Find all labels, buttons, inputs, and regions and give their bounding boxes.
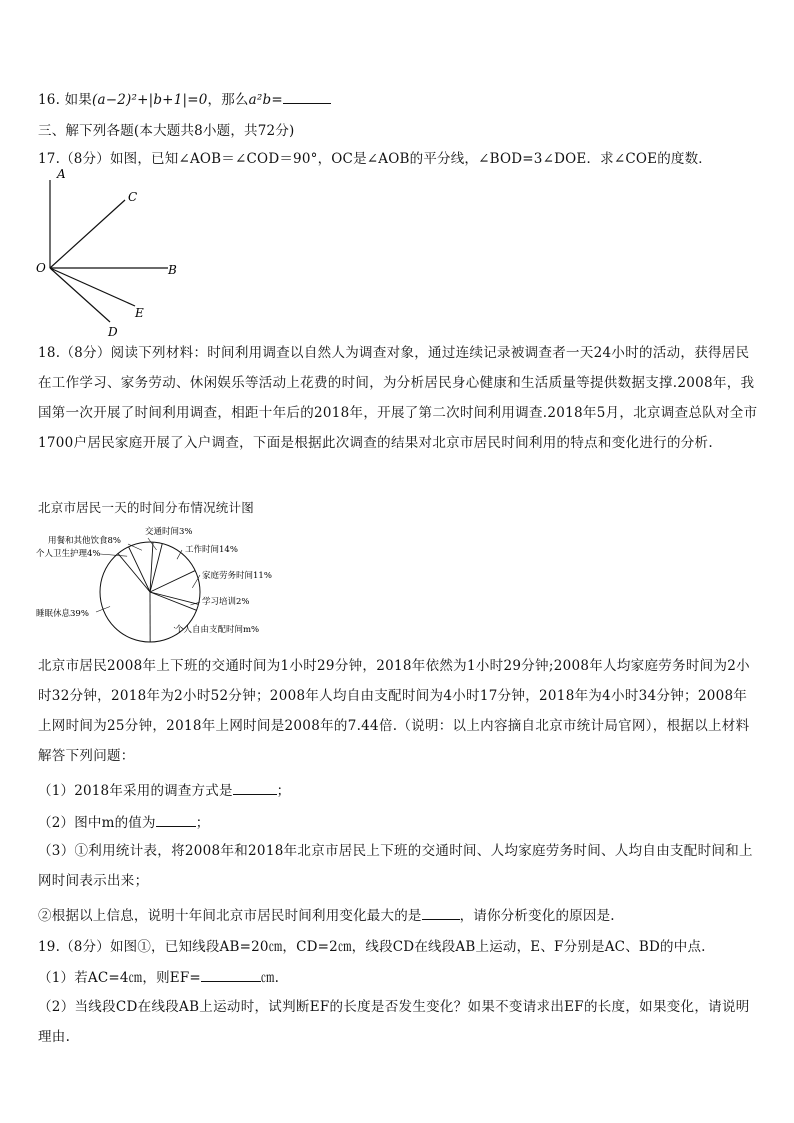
- q18-sub2: [38, 811, 209, 831]
- label-d: D: [108, 325, 118, 339]
- q18-sub2-text: （2）图中m的值为: [38, 815, 156, 831]
- q19-sub1-blank[interactable]: [201, 967, 261, 982]
- q18-sub1-end: ；: [276, 783, 291, 799]
- pie-label-6: 个人卫生护理4%: [36, 549, 101, 559]
- q16-text-mid: ，那么: [207, 92, 249, 108]
- q18-sub3b-text: ②根据以上信息，说明十年间北京市居民时间利用变化最大的是: [38, 908, 422, 924]
- label-e: E: [135, 306, 144, 320]
- pie-slice-divider: [129, 547, 150, 592]
- q16-answer-blank[interactable]: [283, 89, 331, 104]
- q18-sub3b-blank[interactable]: [422, 905, 460, 920]
- q18-sub2-end: ；: [195, 815, 210, 831]
- label-c: C: [128, 190, 138, 204]
- q18-sub2-blank[interactable]: [156, 812, 196, 827]
- pie-slice-divider: [150, 592, 197, 610]
- q19-sub2: （2）当线段CD在线段AB上运动时，试判断EF的长度是否发生变化？如果不变请求出EF的长度，如果变化，请说明理由.: [38, 999, 750, 1045]
- pie-label-2: 家庭劳务时间11%: [202, 571, 272, 581]
- question-18-intro: 18.（8分）阅读下列材料：时间利用调查以自然人为调查对象，通过连续记录被调查者一天24小时的活动，获得居民在工作学习、家务劳动、休闲娱乐等活动上花费的时间，为分析居民身心健康和生活质量等提供数据支撑.2008年，我国第一次开展了时间利用调查，相距十年后的2018年，开展了第二次时间利用调查.2018年5月，北京调查总队对全市1700户居民家庭开展了入户调查，下面是根据此次调查的结果对北京市居民时间利用的特点和变化进行的分析.: [38, 345, 758, 451]
- q16-number: 16.: [38, 92, 61, 108]
- ray-od: [50, 268, 110, 322]
- pie-label-3: 学习培训2%: [202, 597, 250, 607]
- pie-label-7: 用餐和其他饮食8%: [48, 536, 121, 546]
- q16-expression: a²b: [248, 92, 272, 108]
- q18-sub3b-end: ，请你分析变化的原因是.: [459, 908, 615, 924]
- question-19: 19.（8分）如图①，已知线段AB=20㎝，CD=2㎝，线段CD在线段AB上运动，E、F分别是AC、BD的中点.: [38, 939, 706, 955]
- pie-leader-line: [100, 554, 127, 556]
- pie-label-5: 睡眠休息39%: [36, 609, 89, 619]
- q18-sub3b: [38, 904, 615, 924]
- q18-sub1-blank[interactable]: [233, 780, 277, 795]
- label-b: B: [168, 263, 177, 277]
- question-16: [38, 88, 331, 108]
- pie-label-1: 工作时间14%: [185, 545, 238, 555]
- section-3-heading: 三、解下列各题(本大题共8小题，共72分): [38, 123, 295, 139]
- ray-oc: [50, 200, 125, 268]
- pie-slice-divider: [150, 592, 198, 604]
- pie-chart: [30, 520, 310, 645]
- q17-angle-figure: [30, 168, 190, 340]
- q18-sub3a: （3）①利用统计表，将2008年和2018年北京市居民上下班的交通时间、人均家庭劳务时间、人均自由支配时间和上网时间表示出来；: [38, 843, 753, 889]
- q16-equals: =: [271, 92, 283, 108]
- q19-sub1: [38, 966, 279, 986]
- pie-label-4: 个人自由支配时间m%: [175, 625, 260, 635]
- pie-leader-line: [96, 607, 110, 612]
- q18-sub1-text: （1）2018年采用的调查方式是: [38, 783, 233, 799]
- pie-slice-divider: [118, 554, 150, 592]
- q18-sub1: [38, 779, 290, 799]
- question-17: 17.（8分）如图，已知∠AOB＝∠COD＝90°，OC是∠AOB的平分线，∠BOD=3∠DOE．求∠COE的度数．: [38, 151, 713, 167]
- pie-label-0: 交通时间3%: [145, 527, 193, 537]
- chart-title: 北京市居民一天的时间分布情况统计图: [38, 500, 254, 515]
- q16-equation: (a−2)²+|b+1|=0: [91, 92, 208, 108]
- q16-text-pre: 如果: [64, 92, 92, 108]
- question-18-data: 北京市居民2008年上下班的交通时间为1小时29分钟，2018年依然为1小时29分钟;2008年人均家庭劳务时间为2小时32分钟，2018年为2小时52分钟；2008年人均自由支配时间为4小时17分钟，2018年为4小时34分钟；2008年上网时间为25分钟，2018年上网时间是2008年的7.44倍.（说明：以上内容摘自北京市统计局官网），根据以上材料解答下列问题：: [38, 658, 750, 764]
- label-o: O: [36, 261, 46, 275]
- q19-sub1-text: （1）若AC=4㎝，则EF=: [38, 970, 201, 986]
- q19-sub1-unit: ㎝.: [260, 970, 280, 986]
- label-a: A: [57, 168, 66, 181]
- pie-slice-divider: [150, 571, 195, 592]
- ray-oe: [50, 268, 135, 306]
